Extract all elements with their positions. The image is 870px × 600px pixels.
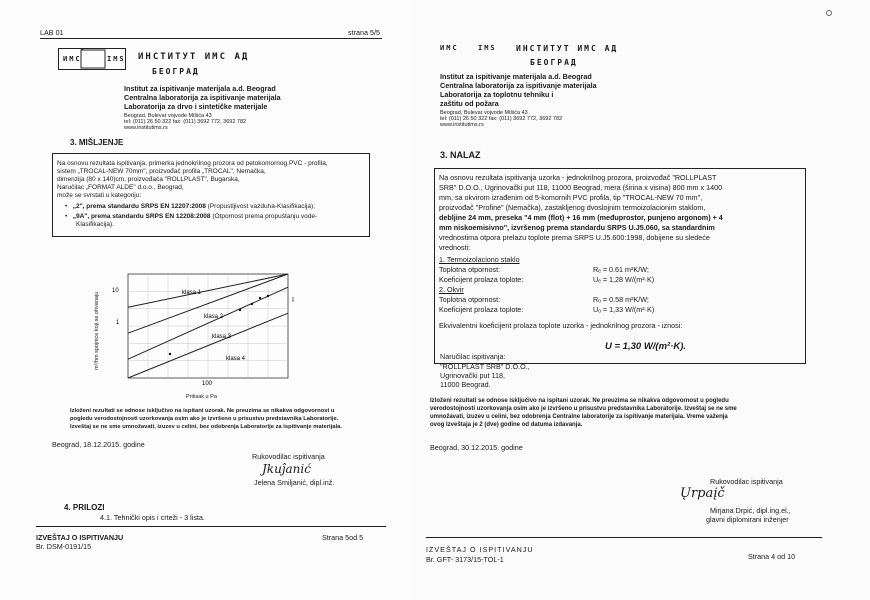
measurement-point <box>267 295 269 297</box>
bullet-item: • „2", prema standardu SRPS EN 12207:2008 (Propustljivost vazduha-Klasifikacija); <box>65 203 315 210</box>
section3-title: 3. MIŠLJENJE <box>70 138 124 147</box>
class-label: klasa 2 <box>204 314 224 320</box>
institute-name-cyr: ИНСТИТУТ ИМС АД <box>138 52 250 62</box>
x-tick-label: 100 <box>202 381 213 387</box>
frame-r-value: Rₒ = 0.58 m²K/W; <box>593 295 649 304</box>
footer-page: Strana 4 od 10 <box>748 552 796 561</box>
header-lab: LAB 01 <box>40 28 64 37</box>
class-label: klasa 1 <box>182 290 202 296</box>
finding-line: debljine 24 mm, preseka "4 mm (flot) + 16 mm (međuprostor, punjeno argonom) + 4 <box>439 213 723 222</box>
frame-r-label: Toplotna otpornost: <box>439 295 501 304</box>
y-axis-label: m³/hm spojnice koji se ohvanaju <box>94 291 100 370</box>
ims-logo <box>58 48 126 70</box>
classification-chart <box>108 268 298 392</box>
logo-mark-right: IMS <box>107 55 126 63</box>
frame-title: 2. Okvir <box>439 285 464 294</box>
class-label: klasa 4 <box>226 356 246 362</box>
opinion-line: dimenzija (80 x 140)cm, proizvođača "ROLLPLAST", Bugarska, <box>57 176 240 183</box>
measurement-point <box>259 297 261 299</box>
left-report-page <box>0 0 412 600</box>
class-label: klasa 3 <box>212 334 232 340</box>
y-axis-label-wrap <box>94 290 106 370</box>
glass-u-value: Uₑ = 1,28 W/(m²·K) <box>593 275 655 284</box>
footer-number: Br. DSM-0191/15 <box>36 542 92 551</box>
finding-box <box>434 168 806 364</box>
institute-web: www.institutims.rs <box>124 125 168 131</box>
institute-line1: Institut za ispitivanje materijala a.d. Beograd <box>440 72 592 81</box>
measurement-point <box>239 309 241 311</box>
finding-line: mm, sa okvirom izrađenim od 5-komornih PVC profila, tip "TROCAL-NEW 70 mm", <box>439 193 703 202</box>
institute-city-cyr: БЕОГРАД <box>530 58 578 67</box>
institute-line2: Centralna laboratorija za ispitivanje materijala <box>440 81 597 90</box>
x-axis-label: Pritisak u Pa <box>186 394 217 400</box>
page-dot <box>826 10 832 16</box>
footer-title: IZVEŠTAJ O ISPITIVANJU <box>36 533 124 542</box>
right-disclaimer-l3: umnožavati, izuzev u celini, bez odobrenja Centralne laboratorije za ispitivanje materijala. Vreme važenja <box>430 414 728 420</box>
institute-name-cyr: ИНСТИТУТ ИМС АД <box>516 44 619 53</box>
institute-address: Beograd, Bulevar vojvode Mišića 43 <box>440 110 528 116</box>
footer-title: IZVEŠTAJ O ISPITIVANJU <box>426 545 534 554</box>
institute-web: www.institutims.rs <box>440 122 484 128</box>
institute-line4: zaštitu od požara <box>440 99 499 108</box>
left-date: Beograd, 18.12.2015. godine <box>52 440 145 449</box>
opinion-line: može se svrstati u kategoriju: <box>57 192 142 199</box>
opinion-box <box>52 153 370 237</box>
left-disclaimer-l3: Izveštaj se ne sme umnožavati, izuzev u celini, bez odobrenja Laboratorije za ispitivanje materijala. <box>70 424 342 430</box>
bullet-main: „9A", prema standardu SRPS EN 12208:2008 <box>72 213 211 220</box>
signature-scribble: Jkuĵanić <box>262 462 311 476</box>
glass-r-label: Toplotna otpornost: <box>439 265 501 274</box>
institute-line1: Institut za ispitivanje materijala a.d. Beograd <box>124 84 276 93</box>
glass-u-label: Koeficijent prolaza toplote: <box>439 275 524 284</box>
sign-name: Jelena Smiljanić, dipl.inž. <box>254 478 335 487</box>
finding-line: proizvođač "Profine" (Nemačka), zastakljenog dvoslojnim termoizolacionim staklom, <box>439 203 706 212</box>
logo-mark-left: ИMC <box>63 55 82 63</box>
opinion-line: Naručilac „FORMAT ALDE" d.o.o., Beograd, <box>57 184 184 191</box>
right-report-page <box>412 0 870 600</box>
equivalent-text: Ekvivalentni koeficijent prolaza toplote uzorka - jednokrilnog prozora - iznosi: <box>439 321 683 330</box>
client-name: "ROLLPLAST SRB" D.O.O., <box>440 362 530 371</box>
bullet-rest: (Otpornost prema propuštanju vode- <box>210 213 318 220</box>
left-disclaimer-l1: Izloženi rezultati se odnose isključivo na ispitani uzorak. Ne preuzima se nikakva odgovornost u <box>70 408 335 414</box>
institute-line3: Laboratorija za drvo i sintetičke materijale <box>124 102 268 111</box>
right-disclaimer-l2: verodostojnosti uzorkovanja osim ako je izvršeno u prisustvu predstavnika Laboratorije. Izveštaj se ne sme <box>430 406 737 412</box>
finding-line: vrednosti: <box>439 243 471 252</box>
right-date: Beograd, 30.12.2015. godine <box>430 443 523 452</box>
sign-title: Rukovodilac ispitivanja <box>252 452 325 461</box>
institute-phone: tel: (011) 26 50 322 fax: (011) 3692 772, 3692 782 <box>440 116 563 122</box>
institute-line2: Centralna laboratorija za ispitivanje materijala <box>124 93 281 102</box>
bullet-main: „2", prema standardu SRPS EN 12207:2008 <box>72 203 206 210</box>
u-total: U = 1,30 W/(m²·K). <box>605 341 687 352</box>
glass-title: 1. Termoizolaciono staklo <box>439 255 520 264</box>
chart-marker: I <box>292 297 294 304</box>
finding-line: SRB" D.O.O., Ugrinovački put 118, 11000 Beograd, mera (širina x visina) 800 mm x 1400 <box>439 183 723 192</box>
measurement-point <box>251 303 253 305</box>
institute-phone: tel: (011) 26 50 322 fax: (011) 3692 772, 3692 782 <box>124 119 247 125</box>
attachment-item: 4.1. Tehnički opis i crteži - 3 lista. <box>100 513 205 522</box>
opinion-line: sistem „TROCAL-NEW 70mm", proizvođač profila „TROCAL", Nemačka, <box>57 168 266 175</box>
section4-title: 4. PRILOZI <box>64 503 105 512</box>
measurement-point <box>169 353 171 355</box>
client-label: Naručilac ispitivanja: <box>440 352 506 361</box>
y-tick-label: 10 <box>112 288 119 294</box>
section3-title: 3. NALAZ <box>440 150 481 160</box>
institute-city-cyr: БЕОГРАД <box>152 67 200 76</box>
right-disclaimer-l1: Izloženi rezultati se odnose isključivo na ispitani uzorak. Ne preuzima se nikakva odgovornost u pogledu <box>430 398 729 404</box>
sign-title: Rukovodilac ispitivanja <box>710 477 783 486</box>
signature-scribble: Ųrpaįč <box>680 486 725 501</box>
client-street: Ugrinovački put 118, <box>440 371 505 380</box>
logo-mark-right: IMS <box>478 44 497 52</box>
y-tick-label: 1 <box>116 320 120 326</box>
bullet-item: • „9A", prema standardu SRPS EN 12208:2008 (Otpornost prema propuštanju vode- <box>65 213 318 220</box>
right-disclaimer-l4: ovog Izveštaja je 2 (dve) godine od datuma izdavanja. <box>430 422 583 428</box>
finding-line: vrednostima otpora prelazu toplote prema SRPS U.J5.600:1998, dobijene su sledeće <box>439 233 710 242</box>
footer-number: Br. GFT- 3173/15-TOL-1 <box>426 555 504 564</box>
institute-address: Beograd, Bulevar vojvode Mišića 43 <box>124 113 212 119</box>
footer-page: Strana 5od 5 <box>322 533 364 542</box>
glass-r-value: Rₑ = 0.61 m²K/W; <box>593 265 649 274</box>
header-page: strana 5/5 <box>348 28 380 37</box>
institute-line3: Laboratorija za toplotnu tehniku i <box>440 90 554 99</box>
opinion-line: Na osnovu rezultata ispitivanja, primerka jednokrilnog prozora od petokomornog PVC - profila, <box>57 160 328 167</box>
sign-name: Mirjana Drpić, dipl.ing.el., <box>710 506 791 515</box>
finding-line: mm niskoemisivno", izvršenog prema standardu SRPS U.J5.060, sa standardnim <box>439 223 715 232</box>
sign-role: glavni diplomirani inženjer <box>706 515 789 524</box>
frame-u-value: Uₒ = 1,33 W/(m²·K) <box>593 305 655 314</box>
left-disclaimer-l2: pogledu verodostojnosti uzorkovanja osim ako je izvršeno u prisustvu predstavnika Laboratorije. <box>70 416 339 422</box>
client-city: 11000 Beograd. <box>440 380 491 389</box>
logo-mark-left: ИMC <box>440 44 459 52</box>
bullet-rest: (Propustljivost vazduha-Klasifikacija); <box>205 203 315 210</box>
bullet-continued: Klasifikacija). <box>76 221 114 228</box>
frame-u-label: Koeficijent prolaza toplote: <box>439 305 524 314</box>
finding-line: Na osnovu rezultata ispitivanja uzorka - jednokrilnog prozora, proizvođač "ROLLPLAST <box>439 173 717 182</box>
